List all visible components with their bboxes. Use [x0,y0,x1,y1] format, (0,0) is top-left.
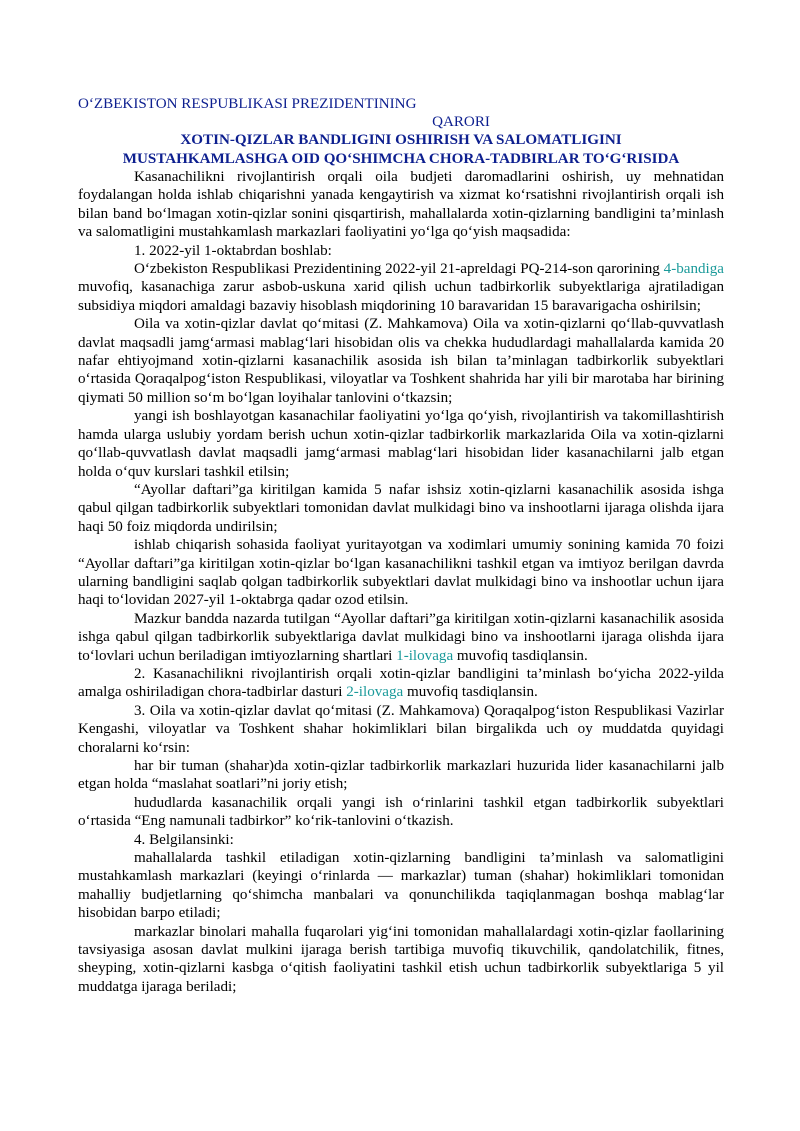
link-2-ilovaga[interactable]: 2-ilovaga [346,684,404,701]
paragraph-text: 2. Kasanachilikni rivojlantirish orqali xotin-qizlar bandligini ta’minlash bo‘yicha 2022-yilda amalga oshiriladigan chora-tadbirlar dasturi [78,665,724,701]
paragraph-text: O‘zbekiston Respublikasi Prezidentining 2022-yil 21-apreldagi PQ-214-son qarorining [134,261,664,278]
item-4-buildings-paragraph: markazlar binolari mahalla fuqarolari yig‘ini tomonidan mahallalardagi xotin-qizlar faollarining tavsiyasiga asosan davlat mulkini ijaraga berish tartibiga muvofiq tikuvchilik, qandolatchilik, fitnes, sheyping, xotin-qizlarni kasbga o‘qitish faoliyatini tashkil etish uchun tadbirkorlik subyektlariga 5 yil muddatga ijaraga beriladi; [78,923,724,995]
item-1-heading: 1. 2022-yil 1-oktabrdan boshlab: [134,242,332,259]
preamble-paragraph: Kasanachilikni rivojlantirish orqali oila budjeti daromadlarini oshirish, uy mehnatidan foydalangan holda ishlab chiqarishni yanada kengaytirish va xizmat ko‘rsatishni rivojlantirish orqali ish bilan band bo‘lmagan xotin-qizlar sonini qisqartirish, mahallalarda xotin-qizlarning bandligini ta’minlash va salomatligini mustahkamlash markazlari faoliyatini yo‘lga qo‘yish maqsadida: [78,169,724,241]
paragraph-text: muvofiq tasdiqlansin. [403,684,538,701]
document-title-line-1: XOTIN-QIZLAR BANDLIGINI OSHIRISH VA SALOMATLIGINI [180,132,622,148]
paragraph-text: muvofiq tasdiqlansin. [453,647,588,664]
item-1-competition-paragraph: Oila va xotin-qizlar davlat qo‘mitasi (Z. Mahkamova) Oila va xotin-qizlarni qo‘llab-quvvatlash davlat maqsadli jamg‘armasi mablag‘lari hisobidan olis va chekka hududlardagi mahallalarda kamida 20 nafar ehtiyojmand xotin-qizlarni kasanachilik asosida ish bilan ta’minlagan tadbirkorlik subyektlari o‘rtasida Qoraqalpog‘iston Respublikasi, viloyatlar va Toshkent shahrida har yili bir marotaba har birining qiymati 50 million so‘m bo‘lgan loyihalar tanlovini o‘tkazsin; [78,316,724,406]
document-page [78,95,724,996]
item-1-rent-discount-paragraph: “Ayollar daftari”ga kiritilgan kamida 5 nafar ishsiz xotin-qizlarni kasanachilik asosida ishga qabul qilgan tadbirkorlik subyektlari tomonidan davlat mulkidagi bino va inshootlarni ijaraga olishda ijara haqi 50 foiz miqdorda undirilsin; [78,481,724,535]
paragraph-text: muvofiq, kasanachiga zarur asbob-uskuna xarid qilish uchun tadbirkorlik subyektlariga ajratiladigan subsidiya miqdori amaldagi bazaviy hisoblash miqdorining 10 baravaridan 15 baravarigacha oshirilsin; [78,279,724,314]
link-4-bandiga[interactable]: 4-bandiga [663,261,724,278]
item-3-paragraph: 3. Oila va xotin-qizlar davlat qo‘mitasi (Z. Mahkamova) Qoraqalpog‘iston Respublikasi Vazirlar Kengashi, viloyatlar va Toshkent shahar hokimliklari bilan birgalikda uch oy muddatda quyidagi choralarni ko‘rsin: [78,702,724,756]
issuer-heading: O‘ZBEKISTON RESPUBLIKASI PREZIDENTINING [78,96,417,112]
item-1-courses-paragraph: yangi ish boshlayotgan kasanachilar faoliyatini yo‘lga qo‘yish, rivojlantirish va takomillashtirish hamda ularga uslubiy yordam berish uchun xotin-qizlar tadbirkorlik markazlarida Oila va xotin-qizlarni qo‘llab-quvvatlash davlat maqsadli jamg‘armasi mablag‘lari hisobidan lider kasanachilarni jalb etgan holda o‘quv kurslari tashkil etilsin; [78,408,724,480]
item-1-subsidy-paragraph [78,260,724,315]
item-1-conditions-paragraph [78,610,724,665]
link-1-ilovaga[interactable]: 1-ilovaga [396,647,454,664]
item-3-contest-paragraph: hududlarda kasanachilik orqali yangi ish o‘rinlarini tashkil etgan tadbirkorlik subyektlari o‘rtasida “Eng namunali tadbirkor” ko‘rik-tanlovini o‘tkazish. [78,794,724,830]
item-4-heading: 4. Belgilansinki: [134,831,234,848]
item-4-centers-paragraph: mahallalarda tashkil etiladigan xotin-qizlarning bandligini ta’minlash va salomatligini mustahkamlash markazlari (keyingi o‘rinlarda — markazlar) tuman (shahar) hokimliklari tomonidan mahalliy budjetlarning qo‘shimcha manbalari va qonunchilikda taqiqlanmagan boshqa mablag‘lar hisobidan barpo etiladi; [78,850,724,922]
item-3-consultation-paragraph: har bir tuman (shahar)da xotin-qizlar tadbirkorlik markazlari huzurida lider kasanachilarni jalb etgan holda “maslahat soatlari”ni joriy etish; [78,758,724,793]
item-2-paragraph [78,665,724,702]
paragraph-text: Mazkur bandda nazarda tutilgan “Ayollar daftari”ga kiritilgan xotin-qizlarni kasanachilik asosida ishga qabul qilgan tadbirkorlik subyektlariga davlat mulkidagi bino va inshootlarni ijaraga olishda ijara to‘lovlari uchun beriladigan imtiyozlarning shartlari [78,610,724,664]
item-1-rent-exemption-paragraph: ishlab chiqarish sohasida faoliyat yuritayotgan va xodimlari umumiy sonining kamida 70 foizi “Ayollar daftari”ga kiritilgan xotin-qizlar bo‘lgan kasanachilikni tashkil etgan va imtiyoz berilgan davrda ularning bandligini saqlab qolgan tadbirkorlik subyektlari davlat mulkidagi bino va inshootlar uchun ijara haqi to‘lovidan 2027-yil 1-oktabrga qadar ozod etilsin. [78,537,724,609]
document-type: QARORI [432,114,490,130]
document-title-line-2: MUSTAHKAMLASHGA OID QO‘SHIMCHA CHORA-TADBIRLAR TO‘G‘RISIDA [122,150,680,167]
